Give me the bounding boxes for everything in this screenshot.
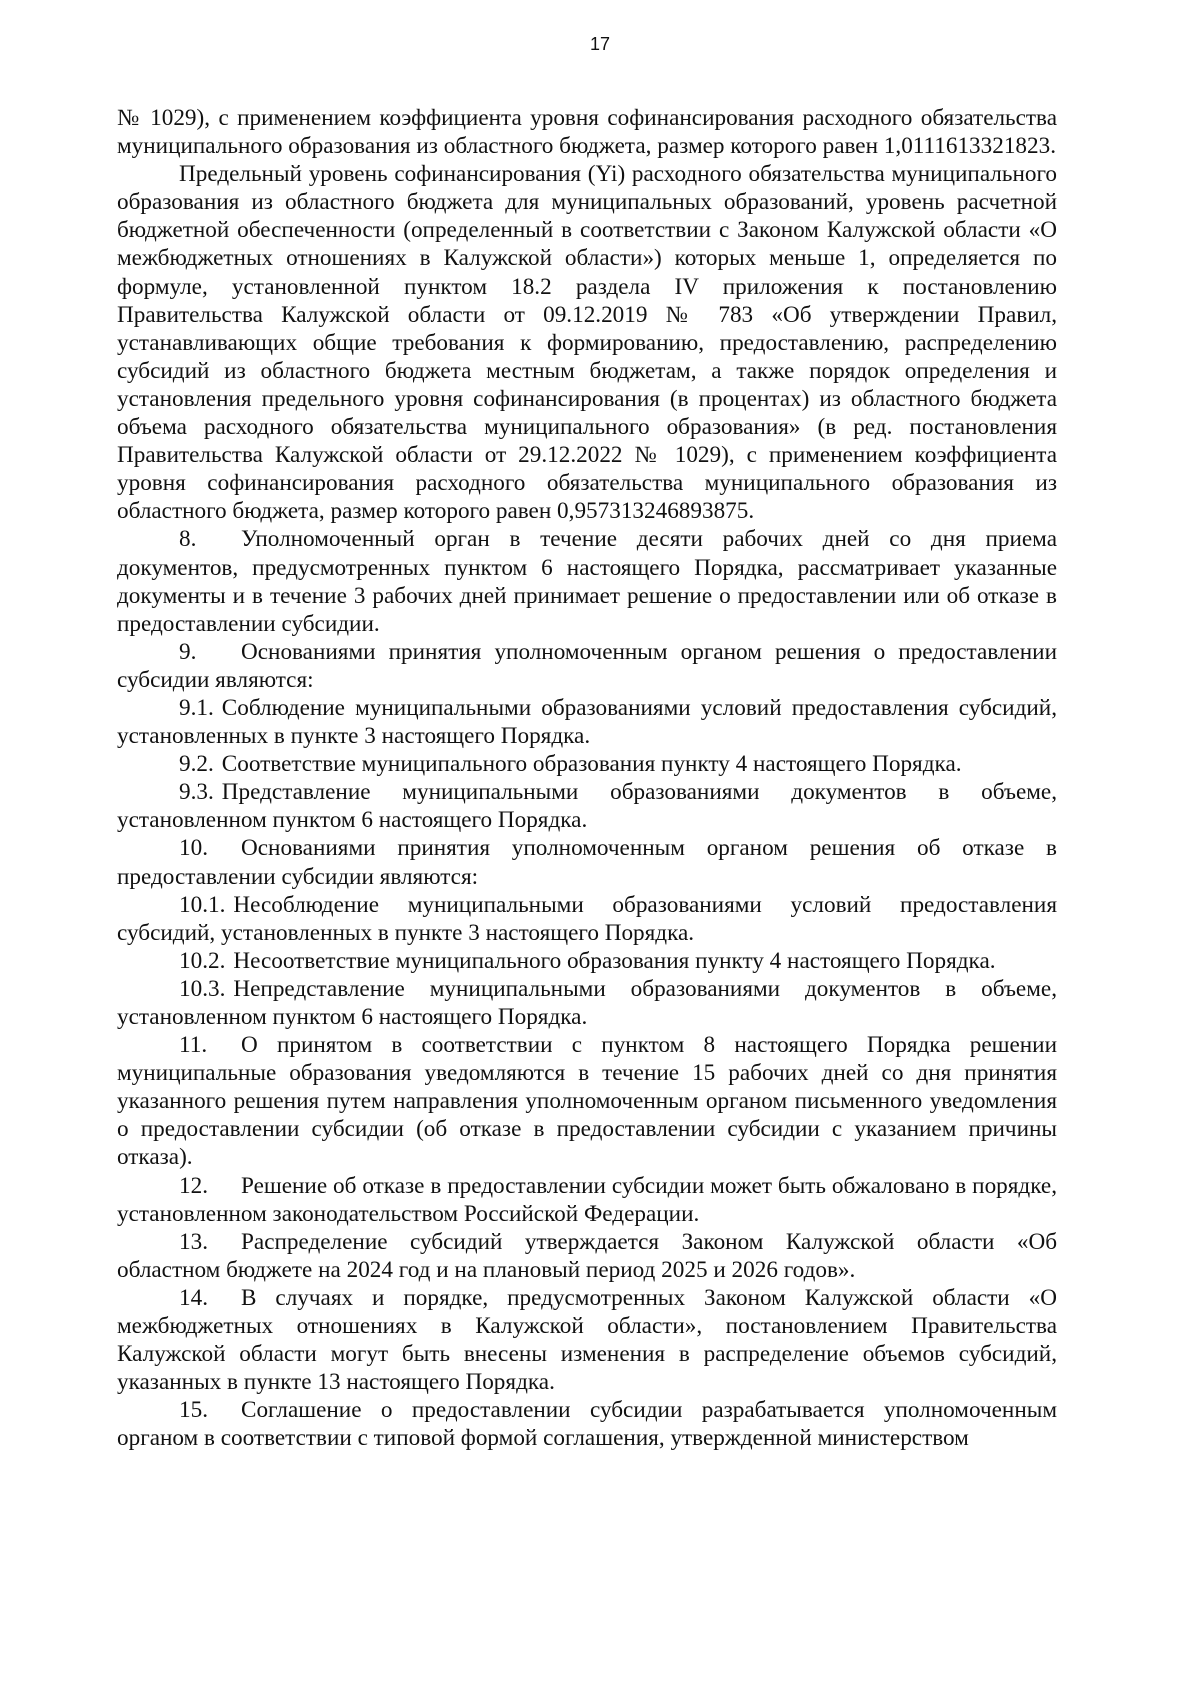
paragraph-9-3: 9.3. Представление муниципальными образованиями документов в объеме, установленном пунктом 6 настоящего Порядка. <box>117 779 1057 834</box>
paragraph-number: 13. <box>179 1228 208 1255</box>
document-body <box>117 104 1057 1453</box>
paragraph-number: 11. <box>179 1032 208 1059</box>
paragraph-8: 8. Уполномоченный орган в течение десяти рабочих дней со дня приема документов, предусмотренных пунктом 6 настоящего Порядка, рассматривает указанные документы и в течение 3 рабочих дней принимает решение о предоставлении или об отказе в предоставлении субсидии. <box>117 526 1057 637</box>
paragraph-number: 9.3. <box>179 779 214 806</box>
paragraph-number: 9.2. <box>179 751 214 778</box>
paragraph-number: 9. <box>179 638 197 665</box>
paragraph-11: 11. О принятом в соответствии с пунктом 8 настоящего Порядка решении муниципальные образования уведомляются в течение 15 рабочих дней со дня принятия указанного решения путем направления уполномоченным органом письменного уведомления о предоставлении субсидии (об отказе в предоставлении субсидии с указанием причины отказа). <box>117 1032 1057 1171</box>
paragraph-13: 13. Распределение субсидий утверждается Законом Калужской области «Об областном бюджете на 2024 год и на плановый период 2025 и 2026 годов». <box>117 1228 1057 1283</box>
paragraph-12: 12. Решение об отказе в предоставлении субсидии может быть обжаловано в порядке, установленном законодательством Российской Федерации. <box>117 1172 1057 1227</box>
paragraph-9-1: 9.1. Соблюдение муниципальными образованиями условий предоставления субсидий, установленных в пункте 3 настоящего Порядка. <box>117 694 1057 750</box>
paragraph-number: 10.2. <box>179 947 226 974</box>
paragraph-10-2: 10.2. Несоответствие муниципального образования пункту 4 настоящего Порядка. <box>179 947 996 974</box>
paragraph-number: 10.1. <box>179 891 226 918</box>
paragraph-14: 14. В случаях и порядке, предусмотренных Законом Калужской области «О межбюджетных отношениях в Калужской области», постановлением Правительства Калужской области могут быть внесены изменения в распределение объемов субсидий, указанных в пункте 13 настоящего Порядка. <box>117 1284 1057 1396</box>
paragraph-9: 9. Основаниями принятия уполномоченным органом решения о предоставлении субсидии являются: <box>117 638 1057 693</box>
paragraph-limit-level: Предельный уровень софинансирования (Yi) расходного обязательства муниципального образования из областного бюджета для муниципальных образований, уровень расчетной бюджетной обеспеченности (определенный в соответствии с Законом Калужской области «О межбюджетных отношениях в Калужской области») которых меньше 1, определяется по формуле, установленной пунктом 18.2 раздела IV приложения к постановлению Правительства Калужской области от 09.12.2019 № 783 «Об утверждении Правил, устанавливающих общие требования к формированию, предоставлению, распределению субсидий из областного бюджета местным бюджетам, а также порядок определения и установления предельного уровня софинансирования (в процентах) из областного бюджета объема расходного обязательства муниципального образования» (в ред. постановления Правительства Калужской области от 29.12.2022 № 1029), с применением коэффициента уровня софинансирования расходного обязательства муниципального образования из областного бюджета, размер которого равен 0,957313246893875. <box>117 161 1057 525</box>
paragraph-15: 15. Соглашение о предоставлении субсидии разрабатывается уполномоченным органом в соответствии с типовой формой соглашения, утвержденной министерством <box>117 1397 1057 1452</box>
paragraph-number: 10. <box>179 835 208 862</box>
paragraph-10-3: 10.3. Непредставление муниципальными образованиями документов в объеме, установленном пунктом 6 настоящего Порядка. <box>117 975 1057 1030</box>
paragraph-number: 10.3. <box>179 975 226 1002</box>
paragraph-number: 8. <box>179 526 197 553</box>
page-number: 17 <box>589 34 611 54</box>
paragraph-number: 14. <box>179 1284 208 1311</box>
paragraph-10: 10. Основаниями принятия уполномоченным органом решения об отказе в предоставлении субсидии являются: <box>117 835 1057 890</box>
paragraph-number: 15. <box>179 1397 208 1424</box>
paragraph-continuation: № 1029), с применением коэффициента уровня софинансирования расходного обязательства муниципального образования из областного бюджета, размер которого равен 1,0111613321823. <box>117 105 1057 160</box>
paragraph-9-2: 9.2. Соответствие муниципального образования пункту 4 настоящего Порядка. <box>179 751 962 778</box>
paragraph-number: 12. <box>179 1172 208 1199</box>
paragraph-10-1: 10.1. Несоблюдение муниципальными образованиями условий предоставления субсидий, установленных в пункте 3 настоящего Порядка. <box>117 891 1057 946</box>
paragraph-number: 9.1. <box>179 694 214 721</box>
